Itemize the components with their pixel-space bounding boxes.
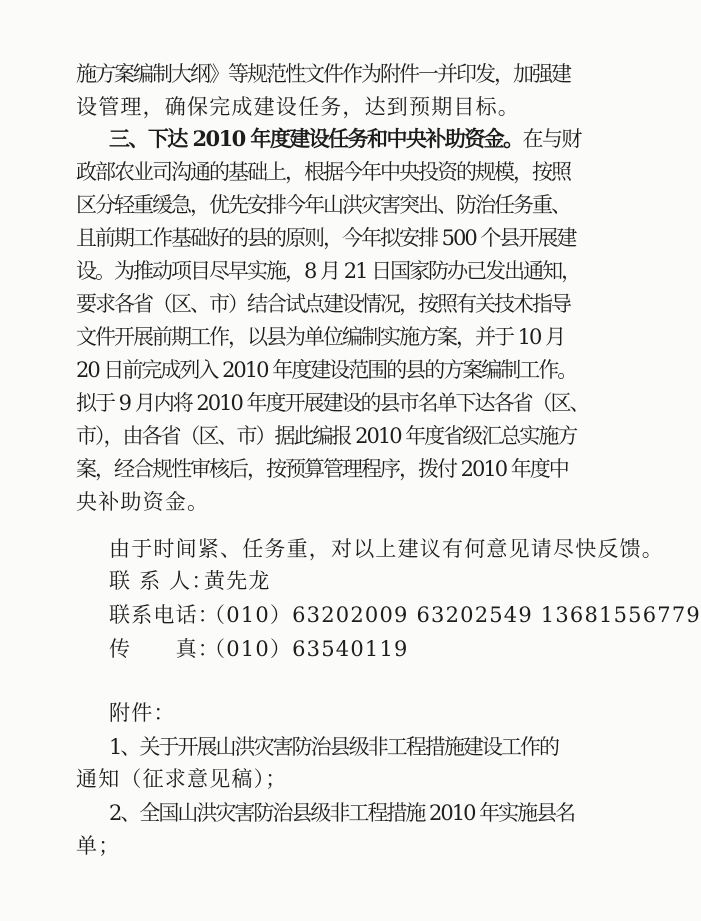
body-text-line: 拟于 9 月内将 2010 年度开展建设的县市名单下达各省（区、 [76,391,589,415]
feedback-note: 由于时间紧、任务重，对以上建议有何意见请尽快反馈。 [109,537,664,561]
body-text-fragment: 在与财 [522,127,581,151]
body-text-line: 文件开展前期工作，以县为单位编制实施方案，并于 10 月 [76,325,565,349]
body-text-line: 施方案编制大纲》等规范性文件作为附件一并印发，加强建 [76,62,570,86]
contact-person-name: 黄先龙 [204,569,271,593]
body-text-line: 央补助资金。 [76,490,210,514]
contact-fax-label: 传 真： [109,637,220,661]
body-text-line: 市），由各省（区、市）据此编报 2010 年度省级汇总实施方 [76,424,577,448]
attachment-item-1: 1、关于开展山洪灾害防治县级非工程措施建设工作的 [109,735,558,759]
body-text-line: 且前期工作基础好的县的原则，今年拟安排 500 个县开展建 [76,226,576,250]
contact-fax-row [109,634,409,664]
body-text-line: 要求各省（区、市）结合试点建设情况，按照有关技术指导 [76,292,570,316]
contact-phone-row [109,600,701,630]
section-3-first-line [109,124,581,154]
contact-person-label: 联 系 人： [109,569,214,593]
body-text-line: 设管理，确保完成建设任务，达到预期目标。 [76,95,520,119]
attachment-item-2: 2、全国山洪灾害防治县级非工程措施 2010 年实施县名 [109,801,575,825]
attachments-label: 附件： [109,701,176,725]
contact-phone-value: （010）63202009 63202549 13681556779 [204,603,701,627]
body-text-line: 20 日前完成列入 2010 年度建设范围的县的方案编制工作。 [76,358,577,382]
body-text-line: 区分轻重缓急，优先安排今年山洪灾害突出、防治任务重、 [76,193,570,217]
body-text-line: 案，经合规性审核后，按预算管理程序，拨付 2010 年度中 [76,457,568,481]
attachment-item-1-cont: 通知（征求意见稿）； [76,767,288,791]
contact-person-row [109,566,271,596]
attachment-item-2-cont: 单； [76,834,121,858]
contact-fax-value: （010）63540119 [204,637,409,661]
body-text-line: 政部农业司沟通的基础上，根据今年中央投资的规模，按照 [76,160,570,184]
body-text-line: 设。为推动项目尽早实施，8 月 21 日国家防办已发出通知， [76,259,581,283]
contact-phone-label: 联系电话： [109,603,220,627]
section-3-heading: 三、下达 2010 年度建设任务和中央补助资金。 [109,126,523,151]
